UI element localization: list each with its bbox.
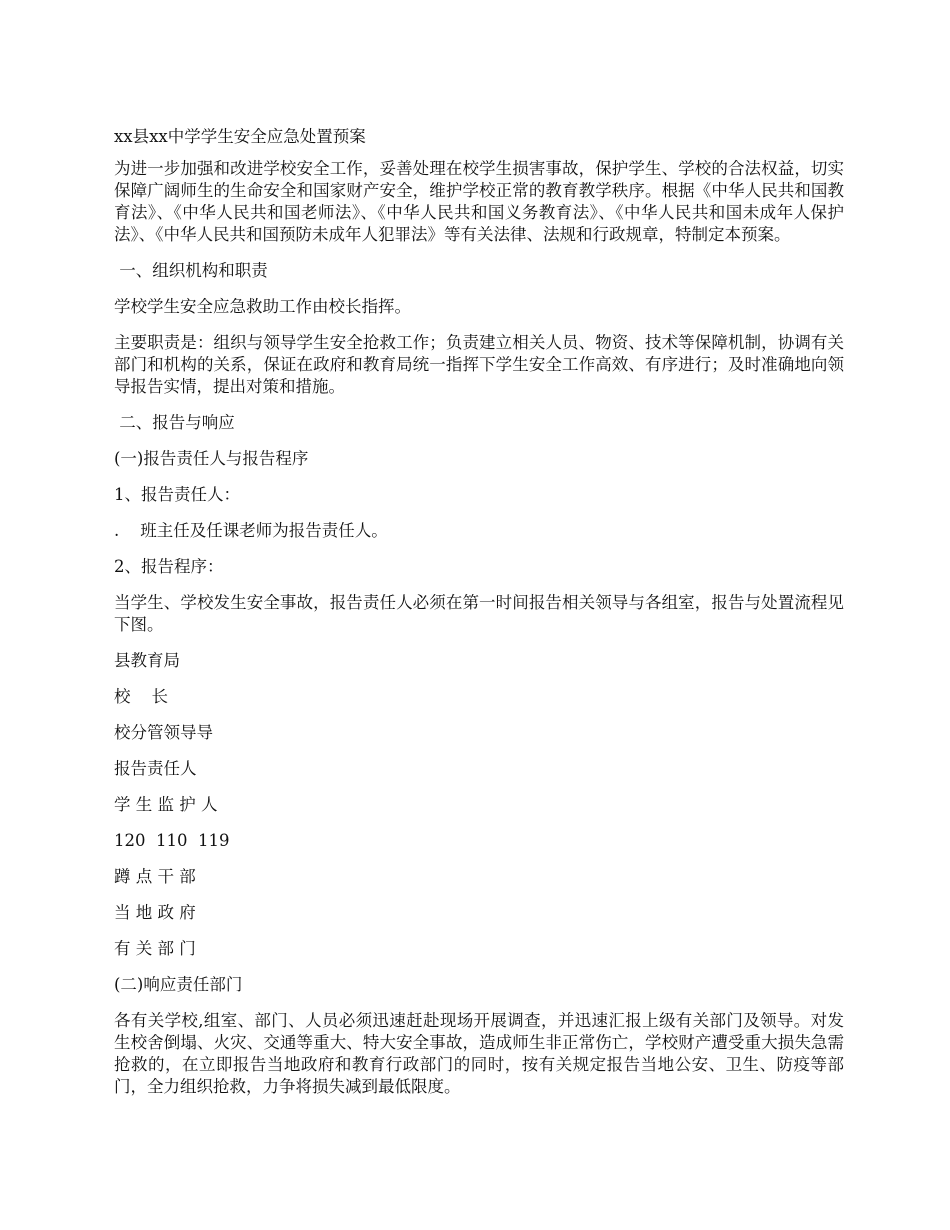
section1-heading: 一、组织机构和职责 [114, 261, 268, 280]
section1-paragraph-1: 学校学生安全应急救助工作由校长指挥。 [114, 297, 411, 316]
flow-step: 学 生 监 护 人 [114, 795, 218, 814]
flow-step: 校分管领导导 [114, 723, 213, 742]
subsection2-heading: (二)响应责任部门 [114, 975, 243, 994]
section2-heading: 二、报告与响应 [114, 413, 235, 432]
item1-text: . 班主任及任课老师为报告责任人。 [114, 521, 388, 540]
document-body [114, 126, 844, 1112]
flow-step: 当 地 政 府 [114, 903, 196, 922]
flow-step: 报告责任人 [114, 759, 197, 778]
intro-paragraph: 为进一步加强和改进学校安全工作，妥善处理在校学生损害事故，保护学生、学校的合法权益，切实保障广阔师生的生命安全和国家财产安全，维护学校正常的教育教学秩序。根据《中华人民共和国教育法》、《中华人民共和国老师法》、《中华人民共和国义务教育法》、《中华人民共和国未成年人保护法》、《中华人民共和国预防未成年人犯罪法》等有关法律、法规和行政规章，特制定本预案。 [114, 159, 844, 244]
item2-text: 当学生、学校发生安全事故，报告责任人必须在第一时间报告相关领导与各组室，报告与处置流程见下图。 [114, 593, 844, 634]
flow-step: 蹲 点 干 部 [114, 867, 196, 886]
subsection1-heading: (一)报告责任人与报告程序 [114, 449, 309, 468]
flow-step: 校 长 [114, 687, 168, 706]
flow-step: 县教育局 [114, 651, 180, 670]
flow-step: 120 110 119 [114, 831, 230, 850]
flow-step: 有 关 部 门 [114, 939, 196, 958]
document-title: xx县xx中学学生安全应急处置预案 [114, 127, 366, 146]
item1-heading: 1、报告责任人： [114, 485, 240, 504]
section1-paragraph-2: 主要职责是：组织与领导学生安全抢救工作；负责建立相关人员、物资、技术等保障机制，协调有关部门和机构的关系，保证在政府和教育局统一指挥下学生安全工作高效、有序进行；及时准确地向领导报告实情，提出对策和措施。 [114, 333, 844, 396]
subsection2-paragraph: 各有关学校,组室、部门、人员必须迅速赶赴现场开展调查，并迅速汇报上级有关部门及领导。对发生校舍倒塌、火灾、交通等重大、特大安全事故，造成师生非正常伤亡，学校财产遭受重大损失急需抢救的，在立即报告当地政府和教育行政部门的同时，按有关规定报告当地公安、卫生、防疫等部门，全力组织抢救，力争将损失减到最低限度。 [114, 1011, 844, 1096]
item2-heading: 2、报告程序： [114, 557, 224, 576]
